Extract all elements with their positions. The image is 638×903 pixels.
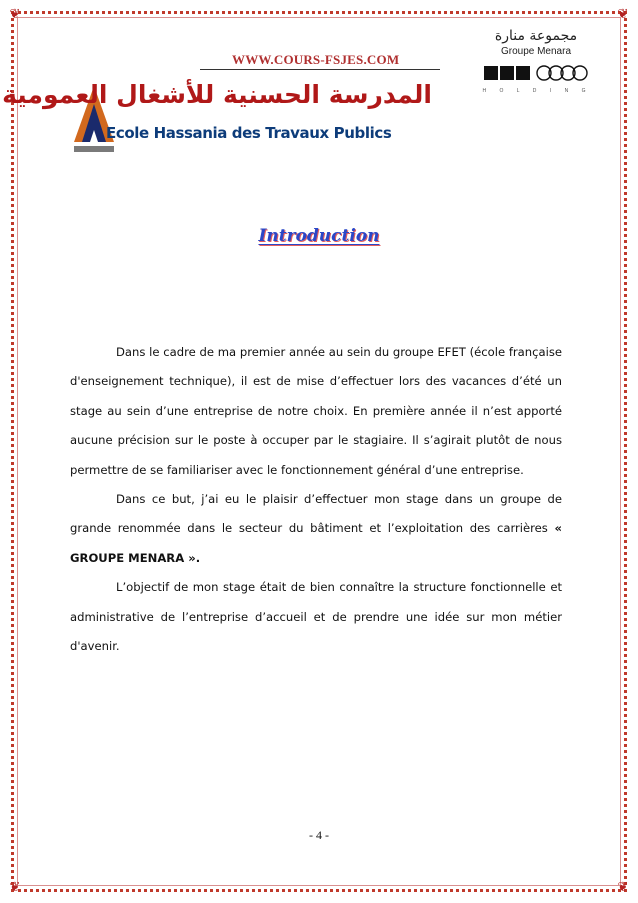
paragraph: Dans le cadre de ma premier année au sein du groupe EFET (école française d'enseignement technique), il est de mise d’effectuer lors des vacances d’été un stage au sein d’une entreprise de notre choix. En première année il n’est apporté aucune précision sur le poste à occuper par le stagiaire. Il s’agirait plutôt de nous permettre de se familiariser avec le fonctionnement général d’une entreprise. — [70, 345, 562, 477]
header-rule — [200, 69, 440, 70]
menara-logo-holding: H O L D I N G — [482, 88, 592, 94]
ehtp-logo — [2, 80, 432, 160]
page-title: Introduction — [258, 226, 380, 246]
groupe-menara-logo — [472, 28, 600, 108]
corner-ornament-icon: ❦ — [9, 880, 21, 895]
document-body — [70, 338, 562, 661]
ehtp-logo-arabic: المدرسة الحسنية للأشغال العمومية — [2, 80, 432, 109]
header-watermark-url: WWW.COURS-FSJES.COM — [232, 52, 400, 67]
corner-ornament-icon: ❦ — [617, 7, 629, 22]
groupe-menara-emphasis: « GROUPE MENARA ». — [70, 521, 562, 565]
paragraph: L’objectif de mon stage était de bien connaître la structure fonctionnelle et administrative de l’entreprise d’accueil et de prendre une idée sur mon métier d'avenir. — [70, 580, 562, 654]
corner-ornament-icon: ❦ — [9, 7, 21, 22]
ehtp-logo-latin: Ecole Hassania des Travaux Publics — [106, 124, 392, 142]
menara-rings-icon — [484, 62, 588, 86]
paragraph — [70, 485, 562, 573]
menara-logo-latin: Groupe Menara — [500, 46, 572, 57]
page-number: - 4 - — [309, 828, 329, 842]
menara-logo-arabic: مجموعة منارة — [494, 28, 578, 44]
corner-ornament-icon: ❦ — [617, 880, 629, 895]
paragraph-text: Dans ce but, j’ai eu le plaisir d’effectuer mon stage dans un groupe de grande renommée dans le secteur du bâtiment et l’exploitation des carrières — [70, 492, 562, 536]
